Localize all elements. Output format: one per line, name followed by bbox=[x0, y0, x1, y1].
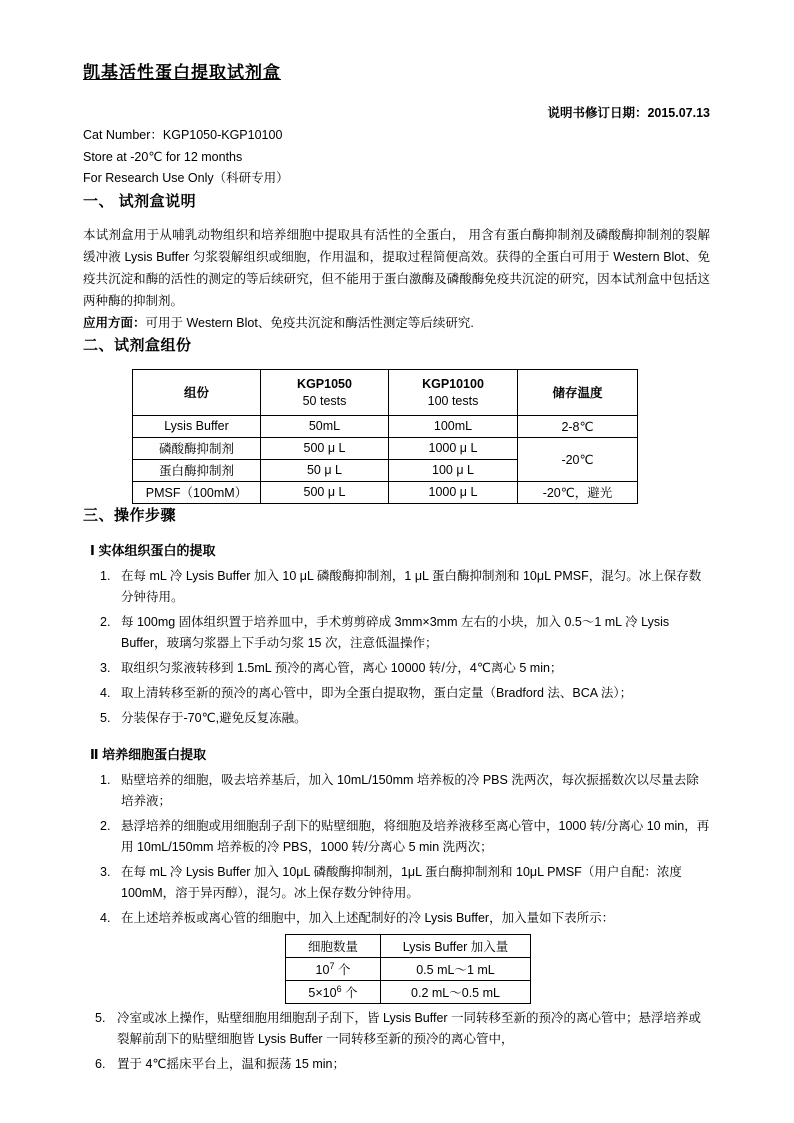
table-row bbox=[133, 437, 638, 459]
step-item bbox=[83, 1054, 710, 1075]
step-text: 在每 mL 冷 Lysis Buffer 加入 10μL 磷酸酶抑制剂，1μL 蛋白酶抑制剂和 10μL PMSF（用户自配：浓度 100mM，溶于异丙醇），混匀。冰上保存数分钟待用。 bbox=[121, 864, 682, 900]
step-text: 分装保存于-70℃,避免反复冻融。 bbox=[121, 710, 307, 725]
kgp1050-value-cell: 500 μ L bbox=[261, 481, 389, 503]
step-number: 2. bbox=[100, 614, 111, 629]
kgp10100-column-header: KGP10100 100 tests bbox=[389, 369, 518, 415]
components-table bbox=[132, 369, 638, 504]
application-text: 可用于 Western Blot、免疫共沉淀和酶活性测定等后续研究. bbox=[145, 315, 474, 330]
kgp1050-value-cell: 50 μ L bbox=[261, 459, 389, 481]
step-item bbox=[83, 708, 710, 729]
application-label: 应用方面： bbox=[83, 315, 146, 330]
lysis-amount-cell: 0.5 mL～1 mL bbox=[381, 957, 531, 980]
superscript: 7 bbox=[329, 960, 335, 971]
kgp10100-value-cell: 1000 μ L bbox=[389, 481, 518, 503]
step-text: 在每 mL 冷 Lysis Buffer 加入 10 μL 磷酸酶抑制剂，1 μL 蛋白酶抑制剂和 10μL PMSF，混匀。冰上保存数分钟待用。 bbox=[121, 568, 702, 604]
step-number: 1. bbox=[100, 568, 111, 583]
step-item bbox=[83, 862, 710, 904]
kgp1050-value-cell: 50mL bbox=[261, 415, 389, 437]
kgp10100-value-cell: 1000 μ L bbox=[389, 437, 518, 459]
step-text: 悬浮培养的细胞或用细胞刮子刮下的贴壁细胞，将细胞及培养液移至离心管中，1000 转/分离心 10 min，再用 10mL/150mm 培养板的冷 PBS，1000 转/分离心 5 min 洗两次； bbox=[121, 818, 710, 854]
component-name-cell: PMSF（100mM） bbox=[133, 481, 261, 503]
application-note bbox=[83, 312, 710, 334]
meta-block bbox=[83, 125, 710, 190]
kit-description: 本试剂盒用于从哺乳动物组织和培养细胞中提取具有活性的全蛋白， 用含有蛋白酶抑制剂及磷酸酶抑制剂的裂解缓冲液 Lysis Buffer 匀浆裂解组织或细胞，作用温和，提取过程简便高效。获得的全蛋白可用于 Western Blot、免疫共沉淀和酶的活性的测定的等后续研究，但不能用于蛋白激酶及磷酸酶免疫共沉淀的研究，因本试剂盒中包括这两种酶的抑制剂。 bbox=[83, 227, 710, 308]
component-name-cell: 蛋白酶抑制剂 bbox=[133, 459, 261, 481]
storage-column-header: 储存温度 bbox=[518, 369, 638, 415]
section2-heading: 二、试剂盒组份 bbox=[83, 336, 192, 354]
kgp1050-value-cell: 500 μ L bbox=[261, 437, 389, 459]
step-text: 置于 4℃摇床平台上，温和振荡 15 min； bbox=[117, 1056, 345, 1071]
component-name-cell: Lysis Buffer bbox=[133, 415, 261, 437]
step-text: 在上述培养板或离心管的细胞中，加入上述配制好的冷 Lysis Buffer，加入量如下表所示： bbox=[121, 910, 615, 925]
research-use-note: For Research Use Only（科研专用） bbox=[83, 171, 289, 185]
step-item bbox=[83, 816, 710, 858]
table-row bbox=[286, 980, 531, 1003]
step-text: 取组织匀浆液转移到 1.5mL 预冷的离心管，离心 10000 转/分，4℃离心 5 min； bbox=[121, 660, 563, 675]
revision-date: 说明书修订日期：2015.07.13 bbox=[547, 106, 710, 120]
storage-value-cell: 2-8℃ bbox=[518, 415, 638, 437]
step-number: 2. bbox=[100, 818, 111, 833]
storage-note: Store at -20℃ for 12 months bbox=[83, 149, 243, 164]
kgp1050-column-header: KGP1050 50 tests bbox=[261, 369, 389, 415]
kgp10100-value-cell: 100 μ L bbox=[389, 459, 518, 481]
cell-count-cell: $10^7$ 个 bbox=[286, 957, 381, 980]
step-number: 4. bbox=[100, 910, 111, 925]
step-item bbox=[83, 908, 710, 929]
step-item bbox=[83, 566, 710, 608]
kgp10100-value-cell: 100mL bbox=[389, 415, 518, 437]
step-text: 贴壁培养的细胞，吸去培养基后，加入 10mL/150mm 培养板的冷 PBS 洗两次，每次振摇数次以尽量去除培养液； bbox=[121, 772, 699, 808]
section1-heading: 一、 试剂盒说明 bbox=[83, 192, 197, 210]
table-header-row bbox=[133, 369, 638, 415]
step-number: 3. bbox=[100, 864, 111, 879]
table-row bbox=[133, 481, 638, 503]
cell-count-cell: $5\times 10^6$ 个 bbox=[286, 980, 381, 1003]
step-text: 取上清转移至新的预冷的离心管中，即为全蛋白提取物，蛋白定量（Bradford 法、BCA 法）； bbox=[121, 685, 633, 700]
step-item bbox=[83, 1008, 710, 1050]
step-item bbox=[83, 658, 710, 679]
document-title: 凯基活性蛋白提取试剂盒 bbox=[83, 63, 281, 82]
table-row bbox=[133, 415, 638, 437]
storage-value-cell: -20℃，避光 bbox=[518, 481, 638, 503]
section3-heading: 三、操作步骤 bbox=[83, 506, 177, 524]
step-text: 每 100mg 固体组织置于培养皿中，手术剪剪碎成 3mm×3mm 左右的小块，加入 0.5～1 mL 冷 Lysis Buffer，玻璃匀浆器上下手动匀浆 15 次，注意低温操作； bbox=[121, 614, 670, 650]
table-row bbox=[286, 957, 531, 980]
superscript: 6 bbox=[336, 983, 342, 994]
step-number: 3. bbox=[100, 660, 111, 675]
cell-extraction-heading: Ⅱ 培养细胞蛋白提取 bbox=[90, 746, 207, 762]
tissue-extraction-heading: Ⅰ 实体组织蛋白的提取 bbox=[90, 542, 216, 558]
cell-extraction-steps bbox=[83, 770, 710, 1075]
step-number: 6. bbox=[95, 1056, 106, 1071]
component-column-header: 组份 bbox=[133, 369, 261, 415]
table-header-row bbox=[286, 934, 531, 957]
step-number: 5. bbox=[95, 1010, 106, 1025]
step-number: 4. bbox=[100, 685, 111, 700]
lysis-amount-header: Lysis Buffer 加入量 bbox=[381, 934, 531, 957]
step-item bbox=[83, 770, 710, 812]
cell-count-header: 细胞数量 bbox=[286, 934, 381, 957]
step-item bbox=[83, 683, 710, 704]
step-item bbox=[83, 612, 710, 654]
step-text: 冷室或冰上操作，贴壁细胞用细胞刮子刮下，皆 Lysis Buffer 一同转移至新的预冷的离心管中；悬浮培养或裂解前刮下的贴壁细胞皆 Lysis Buffer 一同转移至新的预冷的离心管中， bbox=[117, 1010, 702, 1046]
step-number: 5. bbox=[100, 710, 111, 725]
lysis-amount-cell: 0.2 mL～0.5 mL bbox=[381, 980, 531, 1003]
storage-value-cell: -20℃ bbox=[518, 437, 638, 481]
lysis-volume-table bbox=[285, 934, 531, 1004]
component-name-cell: 磷酸酶抑制剂 bbox=[133, 437, 261, 459]
tissue-extraction-steps bbox=[83, 566, 710, 729]
step-number: 1. bbox=[100, 772, 111, 787]
cat-number: Cat Number：KGP1050-KGP10100 bbox=[83, 128, 283, 142]
